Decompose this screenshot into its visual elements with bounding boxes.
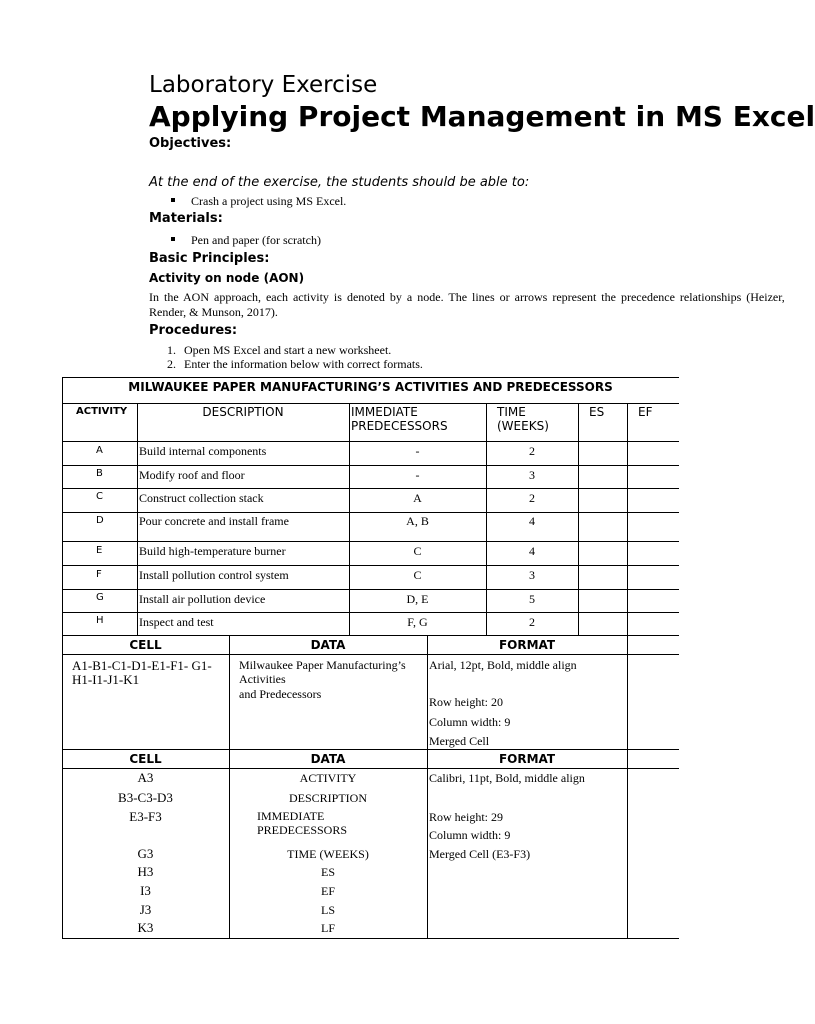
data-value: TIME (WEEKS) [287, 847, 369, 861]
cell-range-line-2: H1-I1-J1-K1 [72, 672, 140, 687]
objectives-item [171, 194, 346, 209]
activity-time: 5 [529, 592, 535, 606]
title-line-1: Laboratory Exercise [149, 72, 378, 98]
col-header-activity: ACTIVITY [76, 406, 128, 417]
materials-item-text: Pen and paper (for scratch) [191, 233, 321, 247]
col-header-ef: EF [638, 405, 653, 419]
activity-time: 3 [529, 468, 535, 482]
format-line-4: Merged Cell (E3-F3) [429, 847, 531, 861]
format-line-1: Calibri, 11pt, Bold, middle align [429, 771, 585, 785]
data-value: LS [320, 903, 335, 917]
activity-description: Build internal components [139, 444, 267, 458]
activity-id: C [96, 491, 103, 502]
activity-predecessors: - [415, 444, 420, 458]
activity-id: B [96, 468, 103, 479]
col-header-format: FORMAT [498, 638, 556, 652]
data-value: IMMEDIATE [257, 809, 325, 823]
cell-range: A3 [137, 770, 154, 785]
data-line-1: Milwaukee Paper Manufacturing’s [239, 658, 406, 672]
activity-id: A [96, 445, 103, 456]
activity-id: E [96, 545, 103, 556]
aon-paragraph-line-1: In the AON approach, each activity is denoted by a node. The lines or arrows represent the precedence relationships (Heizer, [149, 290, 785, 304]
data-line-2: Activities [239, 672, 286, 686]
activity-id: G [96, 592, 104, 603]
materials-heading: Materials: [149, 211, 223, 226]
cell-range: K3 [137, 920, 154, 935]
aon-subheading: Activity on node (AON) [149, 271, 305, 285]
procedures-heading: Procedures: [149, 323, 238, 338]
format-line-1: Arial, 12pt, Bold, middle align [429, 658, 577, 672]
activity-description: Pour concrete and install frame [139, 514, 289, 528]
activity-time: 2 [529, 615, 535, 629]
data-value: ES [320, 865, 335, 879]
col-header-description: DESCRIPTION [202, 405, 284, 419]
step-text: Open MS Excel and start a new worksheet. [184, 343, 392, 357]
activity-description: Modify roof and floor [139, 468, 245, 482]
activity-time: 4 [529, 514, 535, 528]
step-number: 1. [167, 343, 176, 357]
col-header-cell: CELL [129, 638, 162, 652]
cell-range-line-1: A1-B1-C1-D1-E1-F1- G1- [72, 658, 212, 673]
col-header-es: ES [589, 405, 605, 419]
activity-id: D [96, 515, 104, 526]
data-value: LF [320, 921, 335, 935]
activity-id: F [96, 569, 102, 580]
procedure-step-1 [167, 343, 391, 358]
col-header-time-2: (WEEKS) [497, 419, 549, 433]
activity-predecessors: C [413, 568, 422, 582]
data-value: EF [320, 884, 335, 898]
objectives-lead: At the end of the exercise, the students should be able to: [149, 175, 530, 190]
activity-predecessors: - [415, 468, 420, 482]
bullet-icon [171, 237, 175, 241]
activity-time: 2 [529, 444, 535, 458]
activity-description: Install pollution control system [139, 568, 289, 582]
format-line-3: Column width: 9 [429, 828, 511, 842]
activity-description: Install air pollution device [139, 592, 266, 606]
data-value: DESCRIPTION [288, 791, 367, 805]
activity-id: H [96, 615, 104, 626]
format-line-2: Row height: 20 [429, 695, 503, 709]
step-text: Enter the information below with correct formats. [184, 357, 423, 371]
activity-time: 4 [529, 544, 535, 558]
activity-time: 3 [529, 568, 535, 582]
col-header-data: DATA [310, 638, 346, 652]
materials-item [171, 233, 321, 248]
data-value: PREDECESSORS [257, 823, 348, 837]
format-line-2: Row height: 29 [429, 810, 503, 824]
objectives-heading: Objectives: [149, 136, 232, 151]
data-line-3: and Predecessors [239, 687, 322, 701]
cell-range: B3-C3-D3 [118, 790, 173, 805]
procedure-step-2 [167, 357, 423, 372]
col-header-predecessors-2: PREDECESSORS [351, 419, 448, 433]
col-header-data: DATA [310, 752, 346, 766]
activity-predecessors: A [413, 491, 422, 505]
cell-range: E3-F3 [129, 809, 162, 824]
activity-predecessors: C [413, 544, 422, 558]
cell-range: J3 [139, 902, 152, 917]
objectives-item-text: Crash a project using MS Excel. [191, 194, 347, 208]
cell-range: H3 [137, 864, 154, 879]
cell-range: G3 [137, 846, 154, 861]
activity-predecessors: F, G [407, 615, 428, 629]
col-header-time-1: TIME [497, 405, 526, 419]
title-line-2: Applying Project Management in MS Excel [149, 100, 815, 133]
col-header-predecessors-1: IMMEDIATE [351, 405, 418, 419]
data-value: ACTIVITY [299, 771, 357, 785]
step-number: 2. [167, 357, 176, 371]
activity-description: Inspect and test [139, 615, 214, 629]
principles-heading: Basic Principles: [149, 251, 270, 266]
activity-description: Construct collection stack [139, 491, 264, 505]
format-line-3: Column width: 9 [429, 715, 511, 729]
cell-range: I3 [140, 883, 151, 898]
activity-predecessors: D, E [406, 592, 429, 606]
activity-table-title: MILWAUKEE PAPER MANUFACTURING’S ACTIVITIES AND PREDECESSORS [128, 380, 613, 394]
col-header-format: FORMAT [498, 752, 556, 766]
activity-predecessors: A, B [406, 514, 429, 528]
bullet-icon [171, 198, 175, 202]
activity-description: Build high-temperature burner [139, 544, 286, 558]
format-line-4: Merged Cell [429, 734, 490, 748]
col-header-cell: CELL [129, 752, 162, 766]
activity-time: 2 [529, 491, 535, 505]
aon-paragraph-line-2: Render, & Munson, 2017). [149, 305, 278, 319]
